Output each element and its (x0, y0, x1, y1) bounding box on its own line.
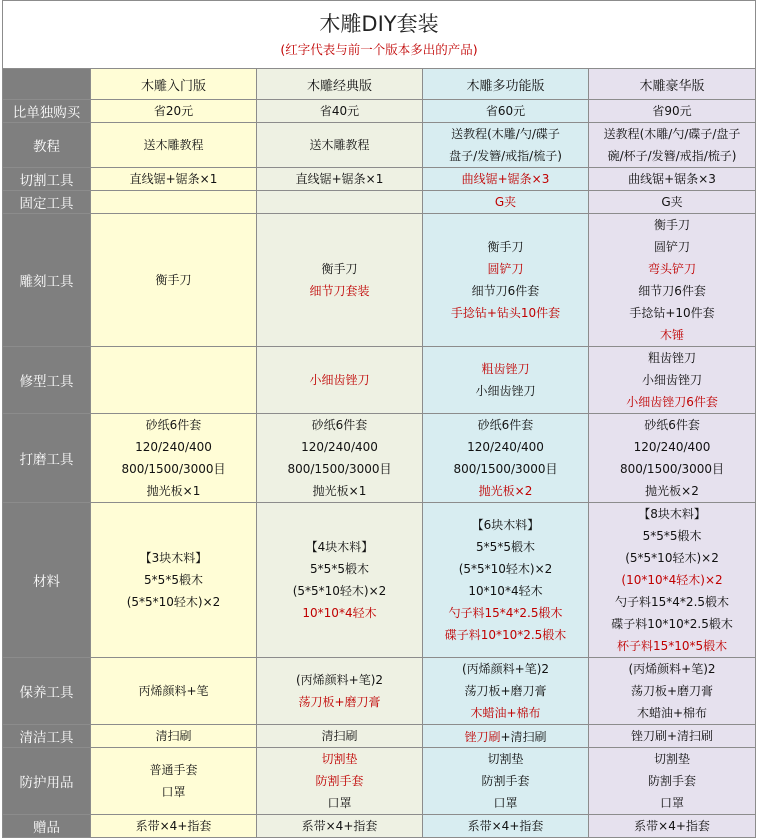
row-label: 保养工具 (3, 658, 91, 725)
page-title: 木雕DIY套装 (319, 12, 439, 36)
cell-line: 衡手刀 (155, 273, 192, 287)
row-label: 材料 (3, 503, 91, 658)
column-header-multi: 木雕多功能版 (423, 69, 589, 100)
cell-line: 木蜡油+棉布 (637, 706, 708, 720)
table-row (3, 123, 756, 168)
row-label: 切割工具 (3, 168, 91, 191)
table-cell (91, 100, 257, 123)
cell-line: 系带×4+指套 (467, 819, 544, 833)
cell-line: 荡刀板+磨刀膏 (631, 684, 714, 698)
table-cell (257, 658, 423, 725)
cell-line: 800/1500/3000目 (453, 462, 558, 476)
cell-line: 系带×4+指套 (301, 819, 378, 833)
cell-line: 抛光板×2 (478, 484, 533, 498)
cell-line: 口罩 (161, 785, 186, 799)
comparison-table (2, 0, 756, 838)
table-cell (423, 815, 589, 838)
cell-line: 细节刀套装 (309, 284, 370, 298)
cell-line: 小细齿锉刀 (642, 373, 703, 387)
table-cell (589, 815, 756, 838)
corner-cell (3, 69, 91, 100)
cell-line: 直线锯+锯条×1 (129, 172, 218, 186)
table-cell (257, 100, 423, 123)
cell-line: 清扫刷 (155, 729, 192, 743)
cell-line: 清扫刷 (321, 729, 358, 743)
cell-line: 粗齿锉刀 (481, 362, 530, 376)
cell-line: 120/240/400 (633, 440, 711, 454)
header-row (3, 69, 756, 100)
cell-line: 抛光板×2 (645, 484, 699, 498)
column-header-basic: 木雕入门版 (91, 69, 257, 100)
table-cell (91, 191, 257, 214)
table-cell (589, 503, 756, 658)
table-cell (589, 214, 756, 347)
title-row (3, 1, 756, 69)
cell-line: 勺子料15*4*2.5椴木 (448, 606, 563, 620)
row-label: 打磨工具 (3, 414, 91, 503)
cell-line: 系带×4+指套 (634, 819, 710, 833)
cell-line: 防割手套 (315, 774, 364, 788)
table-cell (91, 658, 257, 725)
table-cell (257, 191, 423, 214)
row-label: 教程 (3, 123, 91, 168)
cell-line: 5*5*5椴木 (642, 529, 702, 543)
row-label: 修型工具 (3, 347, 91, 414)
cell-line: (10*10*4轻木)×2 (621, 573, 723, 587)
cell-line: 5*5*5椴木 (476, 540, 535, 554)
cell-line: 送木雕教程 (309, 138, 370, 152)
cell-line: 勺子料15*4*2.5椴木 (615, 595, 730, 609)
table-cell (589, 191, 756, 214)
table-cell (423, 748, 589, 815)
cell-line: (5*5*10轻木)×2 (292, 584, 387, 598)
cell-line: 砂纸6件套 (644, 418, 700, 432)
cell-line: 切割垫 (487, 752, 524, 766)
cell-line: 细节刀6件套 (638, 284, 706, 298)
cell-line: 10*10*4轻木 (302, 606, 377, 620)
cell-line: 曲线锯+锯条×3 (461, 172, 550, 186)
table-cell (423, 214, 589, 347)
cell-line: 荡刀板+磨刀膏 (464, 684, 547, 698)
cell-line: (丙烯颜料+笔)2 (628, 662, 716, 676)
table-cell (91, 503, 257, 658)
cell-line: 碗/杯子/发簪/戒指/梳子) (607, 149, 737, 163)
cell-line: 120/240/400 (301, 440, 378, 454)
cell-line: 砂纸6件套 (311, 418, 368, 432)
cell-line: 小细齿锉刀 (475, 384, 536, 398)
table-body (3, 1, 756, 838)
cell-line: 【3块木料】 (139, 551, 208, 565)
table-cell (423, 168, 589, 191)
table-cell (257, 725, 423, 748)
cell-line: 盘子/发簪/戒指/梳子) (449, 149, 562, 163)
table-row (3, 214, 756, 347)
table-cell (589, 748, 756, 815)
table-row (3, 658, 756, 725)
cell-line: 曲线锯+锯条×3 (628, 172, 716, 186)
row-label: 赠品 (3, 815, 91, 838)
cell-line: 砂纸6件套 (145, 418, 202, 432)
cell-line: 木蜡油+棉布 (470, 706, 541, 720)
cell-line: 5*5*5椴木 (310, 562, 369, 576)
cell-line: 抛光板×1 (146, 484, 201, 498)
table-cell (257, 347, 423, 414)
row-label: 比单独购买 (3, 100, 91, 123)
cell-line: 木锤 (660, 328, 685, 342)
table-cell (257, 123, 423, 168)
cell-line: 口罩 (493, 796, 518, 810)
table-cell (589, 168, 756, 191)
cell-line: 省90元 (652, 104, 692, 118)
cell-line: G夹 (494, 195, 517, 209)
cell-line: (5*5*10轻木)×2 (126, 595, 221, 609)
table-cell (423, 503, 589, 658)
table-cell (91, 748, 257, 815)
cell-line: 小细齿锉刀 (309, 373, 370, 387)
cell-line: 碟子料10*10*2.5椴木 (444, 628, 567, 642)
table-cell (423, 347, 589, 414)
table-cell (589, 123, 756, 168)
table-cell (589, 347, 756, 414)
table-cell (91, 347, 257, 414)
table-cell (423, 100, 589, 123)
column-header-classic: 木雕经典版 (257, 69, 423, 100)
cell-text: 锉刀刷 (464, 729, 501, 744)
table-row (3, 503, 756, 658)
cell-line: 荡刀板+磨刀膏 (298, 695, 381, 709)
table-cell (423, 414, 589, 503)
table-row (3, 100, 756, 123)
cell-line: 手捻钻+10件套 (629, 306, 715, 320)
table-cell (423, 123, 589, 168)
cell-line: 弯头铲刀 (648, 262, 697, 276)
cell-line: 抛光板×1 (312, 484, 367, 498)
table-cell (423, 658, 589, 725)
cell-text: +清扫刷 (500, 729, 547, 744)
cell-line: 800/1500/3000目 (287, 462, 392, 476)
cell-line: 送教程(木雕/勺/碟子/盘子 (603, 127, 741, 141)
cell-line: 手捻钻+钻头10件套 (450, 306, 561, 320)
cell-line: 5*5*5椴木 (144, 573, 203, 587)
cell-line: 口罩 (660, 796, 685, 810)
table-cell (91, 168, 257, 191)
cell-line: 细节刀6件套 (471, 284, 540, 298)
cell-line: 碟子料10*10*2.5椴木 (611, 617, 733, 631)
cell-line: 切割垫 (321, 752, 358, 766)
cell-line: 送教程(木雕/勺/碟子 (451, 127, 560, 141)
table-cell (589, 658, 756, 725)
cell-line: 省60元 (485, 104, 526, 118)
table-cell (423, 725, 589, 748)
cell-line: 衡手刀 (321, 262, 358, 276)
table-row (3, 347, 756, 414)
cell-line: 省20元 (153, 104, 194, 118)
table-cell (589, 725, 756, 748)
cell-line: 省40元 (319, 104, 360, 118)
cell-line: 10*10*4轻木 (468, 584, 543, 598)
cell-line: 直线锯+锯条×1 (295, 172, 384, 186)
table-cell (257, 214, 423, 347)
cell-line: 杯子料15*10*5椴木 (616, 639, 728, 653)
table-cell (257, 815, 423, 838)
cell-line: 120/240/400 (467, 440, 544, 454)
table-cell (91, 123, 257, 168)
cell-line: 120/240/400 (135, 440, 212, 454)
cell-line: 系带×4+指套 (135, 819, 212, 833)
table-cell (91, 214, 257, 347)
cell-line: G夹 (661, 195, 683, 209)
table-cell (91, 725, 257, 748)
title-cell (3, 1, 756, 69)
cell-line: 丙烯颜料+笔 (138, 684, 209, 698)
cell-line: (丙烯颜料+笔)2 (295, 673, 384, 687)
cell-line: 口罩 (327, 796, 352, 810)
cell-line: 衡手刀 (487, 240, 524, 254)
cell-line: 【6块木料】 (471, 518, 540, 532)
row-label: 防护用品 (3, 748, 91, 815)
cell-line: (丙烯颜料+笔)2 (461, 662, 550, 676)
cell-line: 【8块木料】 (638, 507, 706, 521)
row-label: 清洁工具 (3, 725, 91, 748)
cell-line: 800/1500/3000目 (121, 462, 226, 476)
cell-line: 防割手套 (481, 774, 530, 788)
page-subtitle: (红字代表与前一个版本多出的产品) (280, 42, 478, 57)
cell-line: 小细齿锉刀6件套 (626, 395, 718, 409)
table-row (3, 725, 756, 748)
table-cell (257, 414, 423, 503)
table-cell (257, 748, 423, 815)
table-row (3, 191, 756, 214)
table-row (3, 414, 756, 503)
table-cell (257, 168, 423, 191)
cell-line: 【4块木料】 (305, 540, 374, 554)
cell-line: 锉刀刷+清扫刷 (631, 729, 714, 743)
cell-line: (5*5*10轻木)×2 (458, 562, 553, 576)
cell-line: 圆铲刀 (654, 240, 691, 254)
table-cell (589, 100, 756, 123)
cell-line: 防割手套 (648, 774, 697, 788)
table-row (3, 168, 756, 191)
cell-line: 切割垫 (654, 752, 691, 766)
column-header-deluxe: 木雕豪华版 (589, 69, 756, 100)
cell-line: 粗齿锉刀 (648, 351, 697, 365)
cell-line: 普通手套 (149, 763, 198, 777)
table-row (3, 748, 756, 815)
table-cell (91, 815, 257, 838)
row-label: 固定工具 (3, 191, 91, 214)
table-cell (257, 503, 423, 658)
cell-line: (5*5*10轻木)×2 (625, 551, 719, 565)
cell-line: 砂纸6件套 (477, 418, 534, 432)
table-cell (589, 414, 756, 503)
cell-line: 衡手刀 (654, 218, 691, 232)
row-label: 雕刻工具 (3, 214, 91, 347)
cell-line: 800/1500/3000目 (619, 462, 725, 476)
table-cell (91, 414, 257, 503)
table-cell (423, 191, 589, 214)
cell-line: 圆铲刀 (487, 262, 524, 276)
cell-line: 送木雕教程 (143, 138, 204, 152)
table-row (3, 815, 756, 838)
